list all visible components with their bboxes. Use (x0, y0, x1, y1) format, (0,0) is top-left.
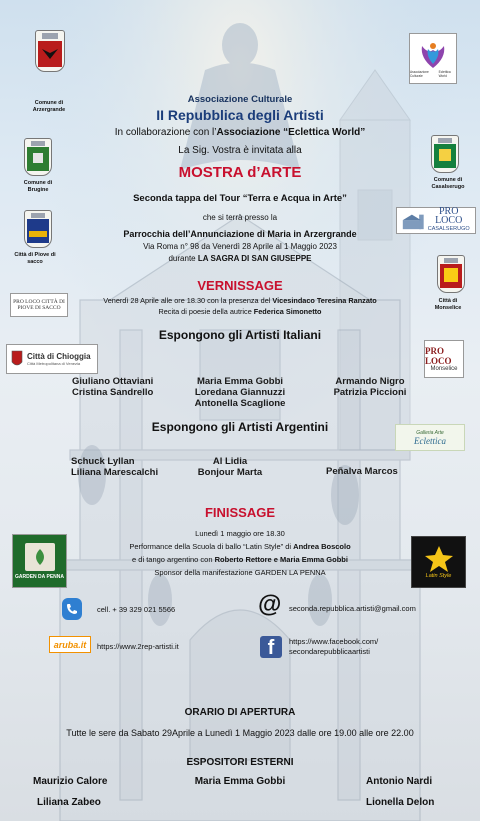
finissage-line3-prefix: e di tango argentino con (132, 555, 213, 564)
collab-prefix: In collaborazione con l’ (114, 127, 217, 138)
finissage-tango-dancers: Roberto Rettore e Maria Emma Gobbi (214, 555, 348, 564)
vernissage-line1-prefix: Venerdì 28 Aprile alle ore 18.30 con la presenza del (103, 296, 271, 305)
casalserugo-crest (431, 135, 459, 173)
arzergrande-label: Comune di Arzergrande (32, 100, 66, 113)
argentini-col2 (180, 456, 280, 478)
artist-name: Armando Nigro (335, 376, 405, 387)
festival-line (80, 254, 400, 263)
vernissage-vicesindaco: Vicesindaco Teresina Ranzato (272, 296, 377, 305)
artist-name: Schuck Lyllan (71, 456, 135, 467)
phone-icon[interactable] (62, 598, 82, 620)
esterno-name: Lionella Delon (366, 797, 435, 808)
italiani-heading: Espongono gli Artisti Italiani (158, 328, 322, 342)
esterni-title: ESPOSITORI ESTERNI (186, 757, 294, 768)
artist-name: Bonjour Marta (197, 467, 263, 478)
chioggia-sub: Città Metropolitana di Venezia (27, 361, 81, 366)
aruba-logo[interactable]: aruba.it (49, 636, 91, 653)
casalserugo-label: Comune di Casalserugo (431, 177, 465, 190)
chioggia-logo (6, 344, 98, 374)
email-address[interactable]: seconda.repubblica.artisti@gmail.com (289, 604, 416, 613)
arzergrande-crest (35, 30, 65, 72)
finissage-line2 (70, 542, 410, 551)
during-prefix: durante (168, 254, 196, 263)
artist-name: Giuliano Ottaviani (72, 376, 154, 387)
phoenix-icon (416, 40, 450, 70)
facebook-link[interactable] (289, 637, 378, 657)
phone-number[interactable]: cell. + 39 329 021 5566 (97, 605, 176, 614)
vernissage-line2 (70, 307, 410, 316)
monselice-label: Città di Monselice (434, 298, 462, 311)
vernissage-poet: Federica Simonetto (253, 307, 322, 316)
finissage-line4: Sponsor della manifestazione GARDEN LA PENNA (154, 568, 326, 577)
argentini-heading: Espongono gli Artisti Argentini (151, 420, 329, 434)
finissage-dancer: Andrea Boscolo (293, 542, 351, 551)
eclettica-world-logo: Associazione Culturale Eclettica World (409, 33, 457, 84)
invite-line: La Sig. Vostra è invitata alla (178, 145, 302, 156)
argentini-col3 (326, 466, 426, 477)
chioggia-crest-icon (11, 350, 23, 368)
piove-label: Città di Piove di sacco (14, 252, 56, 265)
artist-name: Peñalva Marcos (326, 466, 398, 477)
garden-da-penna-logo: GARDEN DA PENNA (12, 534, 67, 588)
proloco-piove-logo: PRO LOCO CITTÀ DI PIOVE DI SACCO (10, 293, 68, 317)
italiani-col1 (72, 376, 182, 398)
esterno-name: Antonio Nardi (366, 776, 433, 787)
brugine-crest (24, 138, 52, 176)
piove-crest (24, 210, 52, 248)
monselice-crest (437, 255, 465, 293)
argentini-col1 (71, 456, 191, 478)
facebook-icon[interactable]: f (260, 636, 282, 658)
italiani-col3 (320, 376, 420, 398)
artist-name: Cristina Sandrello (72, 387, 154, 398)
collab-line (90, 127, 390, 138)
hours-text: Tutte le sere da Sabato 29Aprile a Lunedì 1 Maggio 2023 dalle ore 19.00 alle ore 22.00 (66, 728, 414, 738)
garden-leaf-icon (25, 543, 55, 571)
esterno-name: Maurizio Calore (33, 776, 108, 787)
org-line1: Associazione Culturale (187, 94, 293, 105)
vernissage-title: VERNISSAGE (197, 278, 283, 293)
esterno-name: Liliana Zabeo (37, 797, 101, 808)
website-link[interactable]: https://www.2rep-artisti.it (97, 642, 179, 651)
venue-line: Parrocchia dell’Annunciazione di Maria in Arzergrande (123, 229, 357, 239)
festival-name: LA SAGRA DI SAN GIUSEPPE (197, 254, 312, 263)
finissage-title: FINISSAGE (204, 505, 276, 520)
esterno-name: Maria Emma Gobbi (194, 776, 286, 787)
italiani-col2 (175, 376, 305, 409)
org-name: II Repubblica degli Artisti (156, 107, 324, 123)
galleria-eclettica-logo: Galleria Arte Eclettica (395, 424, 465, 451)
tour-subtitle: Seconda tappa del Tour “Terra e Acqua in Arte” (133, 193, 347, 204)
hours-title: ORARIO DI APERTURA (184, 707, 296, 718)
held-at-line: che si terrà presso la (202, 213, 278, 222)
finissage-line2-prefix: Performance della Scuola di ballo “Latin Style” di (129, 542, 292, 551)
church-icon (401, 212, 426, 230)
vernissage-line1 (70, 296, 410, 305)
artist-name: Antonella Scaglione (194, 398, 286, 409)
exhibition-title: MOSTRA d’ARTE (178, 164, 302, 181)
facebook-link-line1: https://www.facebook.com/ (289, 637, 379, 646)
artist-name: Al Lidia (212, 456, 248, 467)
proloco-casalserugo-logo: PRO LOCO CASALSERUGO (396, 207, 476, 234)
finissage-line1: Lunedì 1 maggio ore 18.30 (195, 529, 285, 538)
vernissage-line2-prefix: Recita di poesie della autrice (158, 307, 252, 316)
artist-name: Maria Emma Gobbi (196, 376, 284, 387)
chioggia-name: Città di Chioggia (27, 352, 91, 361)
facebook-link-line2: secondarepubblicaartisti (289, 647, 370, 656)
artist-name: Loredana Giannuzzi (194, 387, 286, 398)
proloco-monselice-logo: PRO LOCO Monselice (424, 340, 464, 378)
finissage-line3 (70, 555, 410, 564)
artist-name: Patrizia Piccioni (333, 387, 407, 398)
address-dates-line: Via Roma n° 98 da Venerdì 28 Aprile al 1 Maggio 2023 (143, 242, 337, 251)
collab-name: Associazione “Eclettica World” (216, 127, 366, 138)
artist-name: Liliana Marescalchi (71, 467, 159, 478)
star-icon (424, 545, 454, 573)
latin-style-star-logo: Latin Style (411, 536, 466, 588)
brugine-label: Comune di Brugine (23, 180, 53, 193)
email-at-icon: @ (258, 591, 282, 618)
